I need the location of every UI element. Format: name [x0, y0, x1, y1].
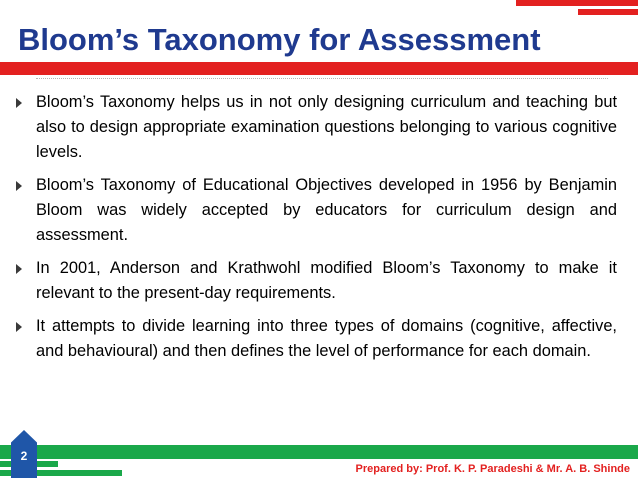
- bullet-item: [16, 314, 617, 364]
- title-underline-band: [0, 62, 638, 75]
- triangle-bullet-icon: [16, 264, 22, 274]
- bullet-item: [16, 173, 617, 248]
- bullet-text: In 2001, Anderson and Krathwohl modified Bloom’s Taxonomy to make it relevant to the present-day requirements.: [36, 259, 617, 302]
- footer-green-band: [0, 445, 638, 459]
- top-red-bar-short: [578, 9, 638, 15]
- dotted-divider: [36, 78, 608, 79]
- triangle-bullet-icon: [16, 181, 22, 191]
- triangle-bullet-icon: [16, 322, 22, 332]
- top-red-bar: [516, 0, 638, 6]
- bullet-text: Bloom’s Taxonomy of Educational Objectives developed in 1956 by Benjamin Bloom was widely accepted by educators for curriculum design and assessment.: [36, 176, 617, 244]
- bullet-item: [16, 90, 617, 165]
- slide-title: Bloom’s Taxonomy for Assessment: [18, 22, 541, 57]
- footer-credit: Prepared by: Prof. K. P. Paradeshi & Mr. A. B. Shinde: [355, 463, 630, 475]
- triangle-bullet-icon: [16, 98, 22, 108]
- bullet-text: It attempts to divide learning into three types of domains (cognitive, affective, and behavioural) and then defines the level of performance for each domain.: [36, 317, 617, 360]
- page-number: 2: [20, 449, 28, 463]
- bullet-item: [16, 256, 617, 306]
- bullet-list: [16, 90, 617, 372]
- bullet-text: Bloom’s Taxonomy helps us in not only designing curriculum and teaching but also to design appropriate examination questions belonging to various cognitive levels.: [36, 93, 617, 161]
